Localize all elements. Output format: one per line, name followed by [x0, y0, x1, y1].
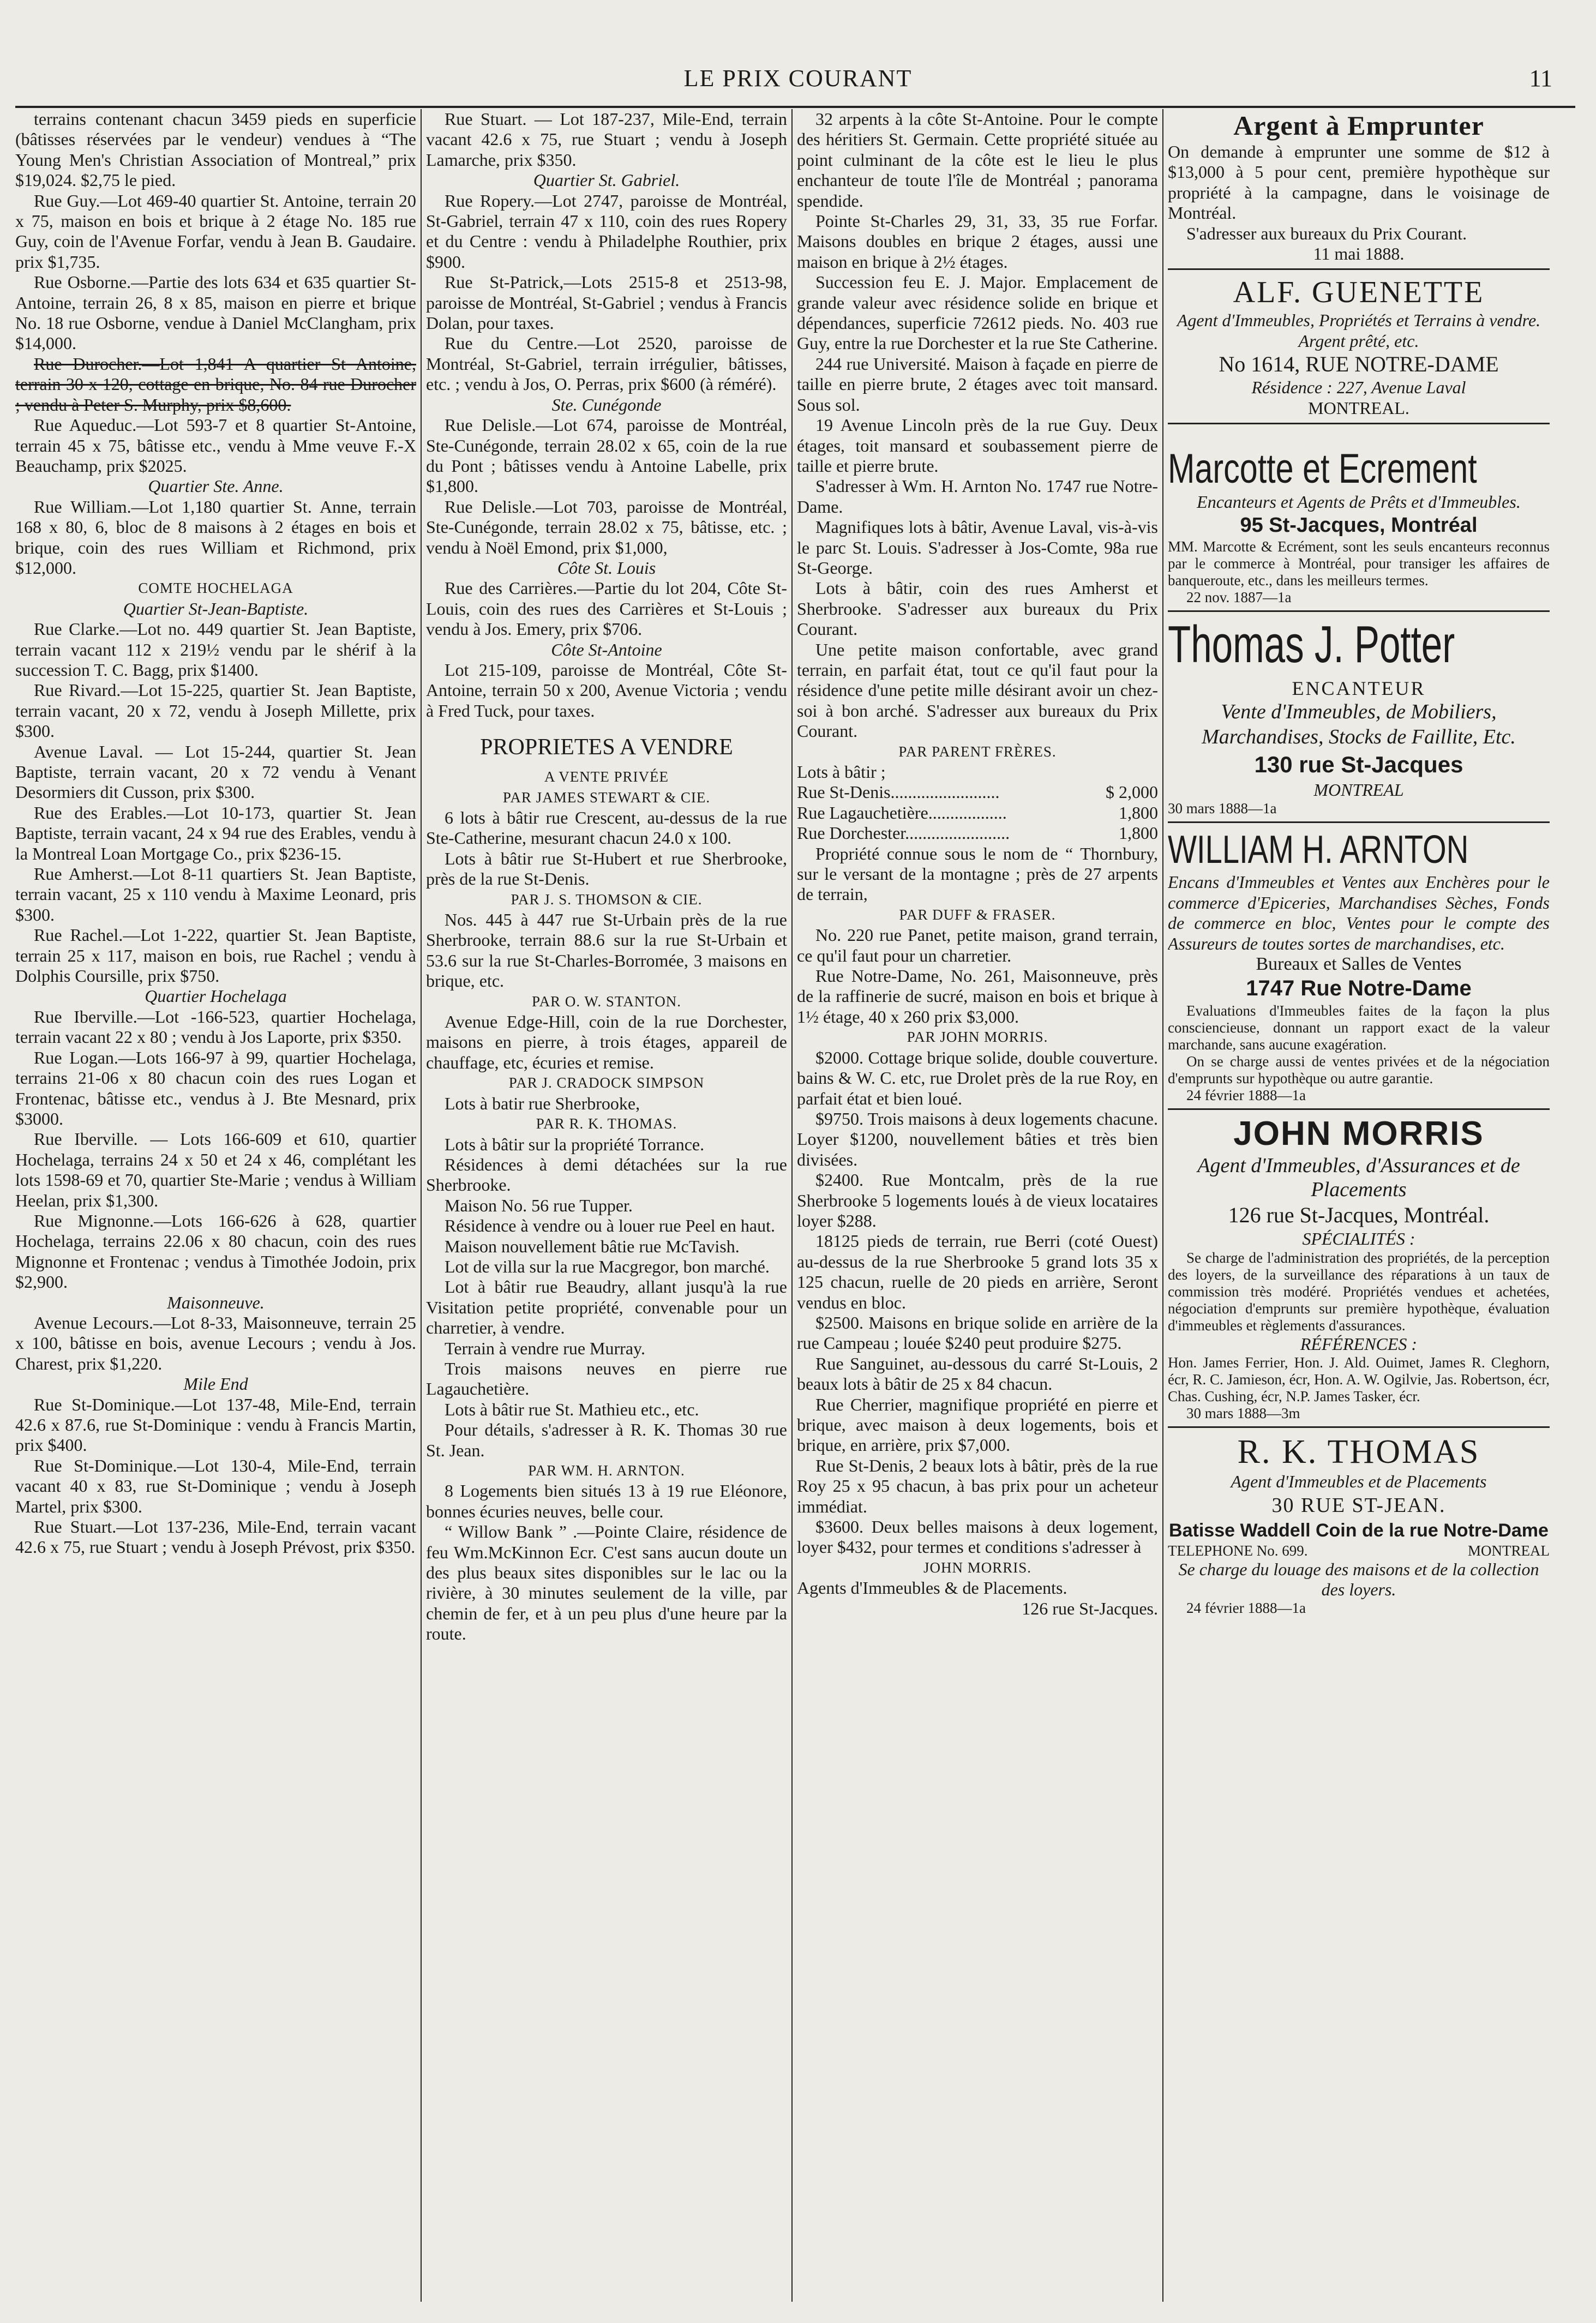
- listing-paragraph: $3600. Deux belles maisons à deux logement, loyer $432, pour termes et conditions s'adresser à: [797, 1517, 1158, 1557]
- listing-paragraph: Résidence à vendre ou à louer rue Peel en haut.: [445, 1216, 775, 1236]
- listing-paragraph: Pointe St-Charles 29, 31, 33, 35 rue Forfar. Maisons doubles en brique 2 étages, aussi une maison en brique à 2½ étages.: [797, 211, 1158, 272]
- ad-argent: [1168, 109, 1550, 264]
- ad-thomas-desc: Agent d'Immeubles et de Placements: [1231, 1472, 1487, 1492]
- section-caption: PAR J. S. THOMSON & CIE.: [511, 891, 703, 908]
- ad-potter-addr: 130 rue St-Jacques: [1254, 751, 1463, 777]
- section-caption: PAR DUFF & FRASER.: [899, 906, 1056, 923]
- ad-morris-spec-body: Se charge de l'administration des propriétés, de la perception des loyers, de la surveillance des réparations à un taux de commission très modéré. Propriétés vendues et achetées, négociation d'emprunts sur première hypothèque, évaluation d'immeubles et règlements d'assurances.: [1168, 1249, 1550, 1334]
- ad-argent-title: Argent à Emprunter: [1233, 110, 1484, 141]
- listing-paragraph: $2400. Rue Montcalm, près de la rue Sherbrooke 5 logements loués à de vieux locataires loyer $288.: [797, 1170, 1158, 1230]
- listing-paragraph: $9750. Trois maisons à deux logements chacune. Loyer $1200, nouvellement bâties et très bien divisées.: [797, 1108, 1158, 1169]
- section-caption: JOHN MORRIS.: [923, 1559, 1032, 1576]
- listing-paragraph: Rue William.—Lot 1,180 quartier St. Anne, terrain 168 x 80, 6, bloc de 8 maisons à 2 étages en bois et brique, coin des rues William et Richmond, prix $12,000.: [15, 496, 416, 578]
- listing-paragraph: Rue du Centre.—Lot 2520, paroisse de Montréal, St-Gabriel, terrain irrégulier, bâtisses, etc. ; vendu à Jos, O. Perras, prix $600 (à réméré).: [426, 333, 787, 394]
- section-caption: COMTE HOCHELAGA: [138, 580, 293, 597]
- listing-paragraph: Trois maisons neuves en pierre rue Lagauchetière.: [426, 1358, 787, 1399]
- ad-divider: [1168, 821, 1550, 823]
- section-heading: Maisonneuve.: [167, 1292, 265, 1312]
- section-caption: PAR WM. H. ARNTON.: [528, 1462, 685, 1479]
- listing-paragraph: 18125 pieds de terrain, rue Berri (coté Ouest) au-dessus de la rue Sherbrooke 5 grand lots 35 x 125 chacun, ruelle de 20 pieds en arrière, Seront vendus en bloc.: [797, 1231, 1158, 1312]
- ad-thomas-contact-row: [1168, 1542, 1550, 1559]
- ad-marcotte-date: 22 nov. 1887—1a: [1186, 589, 1292, 606]
- ad-argent-date: 11 mai 1888.: [1313, 244, 1405, 264]
- ad-guenette-name: ALF. GUENETTE: [1233, 275, 1485, 310]
- ad-arnton-desc: Encans d'Immeubles et Ventes aux Enchères pour le commerce d'Epiceries, Marchandises Sèches, Fonds de commerce en bloc, Ventes pour le compte des Assureurs de toutes sortes de marchandises, etc.: [1168, 872, 1550, 953]
- listing-paragraph: Rue des Erables.—Lot 10-173, quartier St. Jean Baptiste, terrain vacant, 24 x 94 rue des Erables, vendu à la Montreal Loan Mortgage Co., prix $236-15.: [15, 802, 416, 863]
- section-heading: Côte St-Antoine: [551, 639, 662, 659]
- column-3: [797, 109, 1158, 2302]
- ad-guenette-desc: Agent d'Immeubles, Propriétés et Terrains à vendre. Argent prêté, etc.: [1177, 310, 1541, 351]
- listing-paragraph: Rue Mignonne.—Lots 166-626 à 628, quartier Hochelaga, terrains 22.06 x 80 chacun, coin des rues Mignonne et Frontenac ; vendus à Timothée Jodoin, prix $2,900.: [15, 1210, 416, 1292]
- listing-paragraph: Rue Iberville.—Lot -166-523, quartier Hochelaga, terrain vacant 22 x 80 ; vendu à Jos Laporte, prix $350.: [15, 1006, 416, 1047]
- price-value: $ 2,000: [1106, 782, 1158, 802]
- section-caption: PAR O. W. STANTON.: [532, 993, 681, 1010]
- listing-paragraph: 19 Avenue Lincoln près de la rue Guy. Deux étages, toit mansard et soubassement pierre de taille et pierre brute.: [797, 415, 1158, 476]
- listing-paragraph: Rue Stuart.—Lot 137-236, Mile-End, terrain vacant 42.6 x 75, rue Stuart ; vendu à Joseph Prévost, prix $350.: [15, 1517, 416, 1557]
- listing-paragraph: Lots à bâtir rue St-Hubert et rue Sherbrooke, près de la rue St-Denis.: [426, 848, 787, 889]
- listing-paragraph: 6 lots à bâtir rue Crescent, au-dessus de la rue Ste-Catherine, mesurant chacun 24.0 x 100.: [426, 808, 787, 848]
- ad-thomas-date: 24 février 1888—1a: [1186, 1600, 1306, 1617]
- ad-arnton: [1168, 827, 1550, 1104]
- ad-guenette: [1168, 274, 1550, 418]
- ad-morris-desc: Agent d'Immeubles, d'Assurances et de Placements: [1197, 1154, 1520, 1202]
- ad-divider: [1168, 1108, 1550, 1110]
- ad-marcotte-name: Marcotte et Ecrement: [1168, 446, 1477, 493]
- listing-paragraph: Magnifiques lots à bâtir, Avenue Laval, vis-à-vis le parc St. Louis. S'adresser à Jos-Comte, 98a rue St-George.: [797, 517, 1158, 578]
- ad-morris-name: JOHN MORRIS: [1233, 1115, 1484, 1153]
- listing-paragraph: Maison No. 56 rue Tupper.: [445, 1195, 633, 1215]
- price-label: Rue St-Denis.........................: [797, 782, 1000, 802]
- page-number: 11: [1529, 65, 1552, 92]
- price-row: [797, 782, 1158, 802]
- section-heading: Quartier St. Gabriel.: [533, 170, 680, 190]
- ad-marcotte-desc: Encanteurs et Agents de Prêts et d'Immeubles.: [1197, 492, 1521, 512]
- listing-paragraph: S'adresser à Wm. H. Arnton No. 1747 rue Notre-Dame.: [797, 476, 1158, 517]
- ad-morris-addr: 126 rue St-Jacques, Montréal.: [1228, 1203, 1490, 1228]
- listing-paragraph: Rue Delisle.—Lot 703, paroisse de Montréal, Ste-Cunégonde, terrain 28.02 x 75, bâtisse, etc. ; vendu à Noël Emond, prix $1,000,: [426, 496, 787, 557]
- ad-morris-ref-body: Hon. James Ferrier, Hon. J. Ald. Ouimet, James R. Cleghorn, écr, R. C. Jamieson, écr, Hon. A. W. Ogilvie, Jas. Robertson, écr, Chas. Cushing, écr, N.P. James Tasker, écr.: [1168, 1354, 1550, 1405]
- ad-argent-contact: S'adresser aux bureaux du Prix Courant.: [1186, 223, 1467, 243]
- section-title: PROPRIETES A VENDRE: [480, 735, 733, 760]
- listing-paragraph: Avenue Edge-Hill, coin de la rue Dorchester, maisons en pierre, à trois étages, appareil de chauffage, etc, écuries et remise.: [426, 1012, 787, 1072]
- column-rule-1: [421, 109, 422, 2302]
- section-caption: PAR J. CRADOCK SIMPSON: [508, 1075, 705, 1091]
- page-title: LE PRIX COURANT: [683, 65, 913, 92]
- listing-paragraph: Maison nouvellement bâtie rue McTavish.: [445, 1236, 740, 1256]
- price-value: 1,800: [1119, 802, 1158, 823]
- listing-paragraph: Rue Aqueduc.—Lot 593-7 et 8 quartier St-Antoine, terrain 45 x 75, bâtisse etc., vendu à Mme veuve F.-X Beauchamp, prix $2025.: [15, 415, 416, 476]
- price-row: [797, 823, 1158, 843]
- listing-paragraph: Rue Notre-Dame, No. 261, Maisonneuve, près de la raffinerie de sucré, maison en bois et brique à 1½ étage, 40 x 260 prix $3,000.: [797, 966, 1158, 1027]
- listing-paragraph: Pour détails, s'adresser à R. K. Thomas 30 rue St. Jean.: [426, 1420, 787, 1460]
- listing-paragraph: Rue St-Patrick,—Lots 2515-8 et 2513-98, paroisse de Montréal, St-Gabriel ; vendus à Francis Dolan, pour taxes.: [426, 272, 787, 333]
- section-heading: Quartier St-Jean-Baptiste.: [123, 598, 309, 619]
- ad-potter-date: 30 mars 1888—1a: [1168, 800, 1277, 817]
- listing-paragraph: Succession feu E. J. Major. Emplacement de grande valeur avec résidence solide en brique et dépendances, superficie 72612 pieds. No. 403 rue Guy, entre la rue Dorchester et la rue Ste Catherine.: [797, 272, 1158, 353]
- listing-paragraph: Terrain à vendre rue Murray.: [445, 1338, 645, 1358]
- ad-argent-body: On demande à emprunter une somme de $12 à $13,000 à 5 pour cent, première hypothèque sur propriété à la campagne, dans le voisinage de Montréal.: [1168, 142, 1550, 223]
- ad-potter: [1168, 616, 1550, 817]
- section-caption: PAR PARENT FRÈRES.: [898, 743, 1057, 760]
- listing-paragraph: 32 arpents à la côte St-Antoine. Pour le compte des héritiers St. Germain. Cette propriété située au point culminant de la côte est le lieu le plus enchanteur de toute l'île de Montréal ; panorama spendide.: [797, 109, 1158, 211]
- listing-paragraph: Rue Delisle.—Lot 674, paroisse de Montréal, Ste-Cunégonde, terrain 28.02 x 65, coin de la rue du Pont ; bâtisses vendu à Antoine Labelle, prix $1,800.: [426, 415, 787, 496]
- ad-potter-role: ENCANTEUR: [1292, 677, 1426, 700]
- header-rule: [15, 106, 1575, 108]
- listing-paragraph: 126 rue St-Jacques.: [1022, 1598, 1158, 1618]
- price-row: [797, 803, 1158, 823]
- listing-paragraph: Rue Rivard.—Lot 15-225, quartier St. Jean Baptiste, terrain vacant, 20 x 72, vendu à Joseph Millette, prix $300.: [15, 680, 416, 741]
- listing-paragraph: Rue des Carrières.—Partie du lot 204, Côte St-Louis, coin des rues des Carrières et St-Louis ; vendu à Jos. Emery, prix $706.: [426, 578, 787, 639]
- price-label: Rue Lagauchetière..................: [797, 802, 1007, 823]
- listing-paragraph: Une petite maison confortable, avec grand terrain, en parfait état, tout ce qu'il faut pour la résidence d'une petite mille désirant avoir un chez-soi à bon arché. S'adresser aux bureaux du Prix Courant.: [797, 639, 1158, 741]
- ad-divider: [1168, 268, 1550, 270]
- listing-paragraph: Rue Stuart. — Lot 187-237, Mile-End, terrain vacant 42.6 x 75, rue Stuart ; vendu à Joseph Lamarche, prix $350.: [426, 109, 787, 170]
- listing-paragraph: Rue St-Denis, 2 beaux lots à bâtir, près de la rue Roy 25 x 95 chacun, à bas prix pour un acheteur immédiat.: [797, 1455, 1158, 1516]
- listing-paragraph: Rue Sanguinet, au-dessous du carré St-Louis, 2 beaux lots à bâtir de 25 x 84 chacun.: [797, 1353, 1158, 1394]
- ad-potter-desc: Vente d'Immeubles, de Mobiliers, Marchandises, Stocks de Faillite, Etc.: [1202, 700, 1516, 748]
- ad-thomas-note: Se charge du louage des maisons et de la collection des loyers.: [1178, 1559, 1539, 1599]
- listing-paragraph: Rue Logan.—Lots 166-97 à 99, quartier Hochelaga, terrains 21-06 x 80 chacun coin des rues Logan et Frontenac, bâtisse etc., vendus à J. Bte Mesnard, prix $3000.: [15, 1047, 416, 1129]
- listing-paragraph: Lots à bâtir, coin des rues Amherst et Sherbrooke. S'adresser aux bureaux du Prix Courant.: [797, 578, 1158, 639]
- column-rule-3: [1162, 109, 1163, 2302]
- listing-paragraph: Rue St-Dominique.—Lot 130-4, Mile-End, terrain vacant 40 x 83, rue St-Dominique ; vendu à Joseph Martel, prix $300.: [15, 1455, 416, 1516]
- listing-paragraph: Avenue Laval. — Lot 15-244, quartier St. Jean Baptiste, terrain vacant, 20 x 72 vendu à Venant Desormiers dit Cusson, prix $300.: [15, 741, 416, 802]
- section-heading: Quartier Ste. Anne.: [148, 476, 284, 496]
- ad-marcotte: [1168, 446, 1550, 606]
- listing-paragraph: Lots à bâtir ;: [797, 762, 886, 782]
- listing-paragraph: Rue Rachel.—Lot 1-222, quartier St. Jean Baptiste, terrain 25 x 117, maison en bois, rue Rachel ; vendu à Dolphis Coursille, prix $750.: [15, 925, 416, 986]
- ad-arnton-body2: On se charge aussi de ventes privées et de la négociation d'emprunts sur hypothèque ou autre garantie.: [1168, 1053, 1550, 1087]
- ad-potter-city: MONTREAL: [1313, 779, 1404, 800]
- column-1: [15, 109, 416, 2302]
- ad-morris: [1168, 1114, 1550, 1422]
- ad-guenette-addr: No 1614, RUE NOTRE-DAME: [1219, 352, 1499, 377]
- ad-morris-ref: RÉFÉRENCES :: [1300, 1334, 1418, 1354]
- ad-arnton-sub: Bureaux et Salles de Ventes: [1256, 953, 1462, 974]
- column-4-ads: [1168, 109, 1550, 2302]
- ad-thomas-tel: TELEPHONE No. 699.: [1168, 1542, 1308, 1559]
- section-caption: PAR JOHN MORRIS.: [907, 1029, 1048, 1046]
- ad-arnton-name: WILLIAM H. ARNTON: [1168, 828, 1469, 872]
- section-caption: PAR R. K. THOMAS.: [536, 1115, 677, 1132]
- section-heading: Ste. Cunégonde: [551, 394, 662, 415]
- listing-paragraph: Rue Clarke.—Lot no. 449 quartier St. Jean Baptiste, terrain vacant 112 x 219½ vendu par le shérif à la succession T. C. Bagg, prix $1400.: [15, 619, 416, 680]
- price-label: Rue Dorchester........................: [797, 823, 1010, 843]
- listing-paragraph: 8 Logements bien situés 13 à 19 rue Eléonore, bonnes écuries neuves, belle cour.: [426, 1481, 787, 1521]
- listing-paragraph: Propriété connue sous le nom de “ Thornbury, sur le versant de la montagne ; près de 27 arpents de terrain,: [797, 843, 1158, 904]
- listing-paragraph: Rue Iberville. — Lots 166-609 et 610, quartier Hochelaga, terrains 24 x 50 et 24 x 46, complétant les lots 1598-69 et 70, quartier Ste-Marie ; vendus à William Heelan, prix $1,300.: [15, 1129, 416, 1210]
- ad-marcotte-addr: 95 St-Jacques, Montréal: [1240, 514, 1478, 537]
- ad-divider: [1168, 610, 1550, 612]
- ad-thomas-addr: 30 RUE ST-JEAN.: [1271, 1493, 1446, 1517]
- ad-thomas: [1168, 1432, 1550, 1617]
- ad-marcotte-note: MM. Marcotte & Ecrément, sont les seuls encanteurs reconnus par le commerce à Montréal, pour transiger les affaires de banqueroute, etc., dans les meilleurs termes.: [1168, 538, 1550, 589]
- listing-paragraph: Rue Cherrier, magnifique propriété en pierre et brique, avec maison à deux logements, bois et brique, en arrière, prix $7,000.: [797, 1394, 1158, 1455]
- ad-guenette-res: Résidence : 227, Avenue Laval: [1251, 377, 1466, 398]
- ad-morris-spec: SPÉCIALITÉS :: [1302, 1229, 1415, 1249]
- listing-paragraph: “ Willow Bank ” .—Pointe Claire, résidence de feu Wm.McKinnon Ecr. C'est sans aucun doute un des plus beaux sites disponibles sur le lac ou la rivière, à 30 minutes seulement de la ville, par chemin de fer, et à un peu plus d'une heure par la route.: [426, 1522, 787, 1644]
- listing-paragraph: Lot à bâtir rue Beaudry, allant jusqu'à la rue Visitation petite propriété, convenable pour un charretier, à vendre.: [426, 1277, 787, 1338]
- section-caption: A VENTE PRIVÉE: [544, 769, 669, 785]
- listing-paragraph: $2000. Cottage brique solide, double couverture. bains & W. C. etc, rue Drolet près de la rue Roy, en parfait état et bien loué.: [797, 1047, 1158, 1108]
- ad-divider: [1168, 1426, 1550, 1428]
- listing-paragraph: Rue Guy.—Lot 469-40 quartier St. Antoine, terrain 20 x 75, maison en bois et brique à 2 étage No. 185 rue Guy, coin de l'Avenue Forfar, vendu à Jean B. Gaudaire. prix $1,735.: [15, 190, 416, 272]
- listing-paragraph: Lots à bâtir rue St. Mathieu etc., etc.: [445, 1399, 699, 1419]
- listing-paragraph: Lot 215-109, paroisse de Montréal, Côte St-Antoine, terrain 50 x 200, Avenue Victoria ; vendu à Fred Tuck, pour taxes.: [426, 659, 787, 721]
- ad-arnton-body: Evaluations d'Immeubles faites de la façon la plus consciencieuse, donnant un rapport exact de la valeur marchande, sans aucune exagération.: [1168, 1003, 1550, 1053]
- section-heading: Mile End: [183, 1374, 248, 1394]
- ad-guenette-city: MONTREAL.: [1308, 398, 1409, 418]
- price-value: 1,800: [1119, 823, 1158, 843]
- listing-paragraph: $2500. Maisons en brique solide en arrière de la rue Campeau ; louée $240 peut produire $275.: [797, 1312, 1158, 1353]
- column-2: [426, 109, 787, 2302]
- listing-paragraph: Résidences à demi détachées sur la rue Sherbrooke.: [426, 1154, 787, 1195]
- ad-morris-date: 30 mars 1888—3m: [1186, 1405, 1300, 1422]
- listing-paragraph: Rue Amherst.—Lot 8-11 quartiers St. Jean Baptiste, terrain vacant, 25 x 110 vendu à Maxime Leonard, pris $300.: [15, 864, 416, 925]
- ad-arnton-addr: 1747 Rue Notre-Dame: [1246, 976, 1472, 1001]
- section-caption: PAR JAMES STEWART & CIE.: [502, 789, 711, 806]
- section-heading: Quartier Hochelaga: [145, 986, 287, 1006]
- ad-divider: [1168, 423, 1550, 424]
- listing-paragraph: Avenue Lecours.—Lot 8-33, Maisonneuve, terrain 25 x 100, bâtisse en bois, avenue Lecours ; vendu à Jos. Charest, prix $1,220.: [15, 1312, 416, 1373]
- ad-thomas-name: R. K. THOMAS: [1237, 1433, 1480, 1471]
- column-rule-2: [791, 109, 793, 2302]
- listing-paragraph: 244 rue Université. Maison à façade en pierre de taille en pierre brute, 2 étages avec toit mansard. Sous sol.: [797, 353, 1158, 415]
- listing-paragraph: Rue Ropery.—Lot 2747, paroisse de Montréal, St-Gabriel, terrain 47 x 110, coin des rues Ropery et du Centre : vendu à Philadelphe Routhier, prix $900.: [426, 190, 787, 272]
- section-heading: Côte St. Louis: [557, 557, 656, 578]
- listing-paragraph: Rue Osborne.—Partie des lots 634 et 635 quartier St-Antoine, terrain 26, 8 x 85, maison en pierre et brique No. 18 rue Osborne, vendue à Daniel McClangham, prix $14,000.: [15, 272, 416, 353]
- listing-paragraph: terrains contenant chacun 3459 pieds en superficie (bâtisses réservées par le vendeur) vendues à “The Young Men's Christian Association of Montreal,” prix $19,024. $2,75 le pied.: [15, 109, 416, 190]
- listing-paragraph: Lot de villa sur la rue Macgregor, bon marché.: [445, 1256, 770, 1276]
- listing-paragraph: Rue Durocher.—Lot 1,841 A quartier St Antoine, terrain 30 x 120, cottage en brique, No. 84 rue Durocher ; vendu à Peter S. Murphy, prix $8,600.: [15, 353, 416, 415]
- listing-paragraph: Nos. 445 à 447 rue St-Urbain près de la rue Sherbrooke, terrain 88.6 sur la rue St-Urbain et 53.6 sur la rue St-Charles-Borromée, 3 maisons en brique, etc.: [426, 910, 787, 991]
- listing-paragraph: Rue St-Dominique.—Lot 137-48, Mile-End, terrain 42.6 x 87.6, rue St-Dominique : vendu à Francis Martin, prix $400.: [15, 1394, 416, 1455]
- listing-paragraph: No. 220 rue Panet, petite maison, grand terrain, ce qu'il faut pour un charretier.: [797, 925, 1158, 965]
- listing-paragraph: Lots à bâtir sur la propriété Torrance.: [445, 1134, 705, 1154]
- listing-paragraph: Lots à batir rue Sherbrooke,: [445, 1093, 640, 1113]
- ad-potter-name: Thomas J. Potter: [1168, 615, 1455, 674]
- listing-paragraph: Agents d'Immeubles & de Placements.: [797, 1578, 1067, 1598]
- ad-arnton-date: 24 février 1888—1a: [1186, 1087, 1306, 1104]
- ad-thomas-city: MONTREAL: [1468, 1542, 1550, 1559]
- ad-thomas-bldg: Batisse Waddell Coin de la rue Notre-Dame: [1169, 1520, 1549, 1541]
